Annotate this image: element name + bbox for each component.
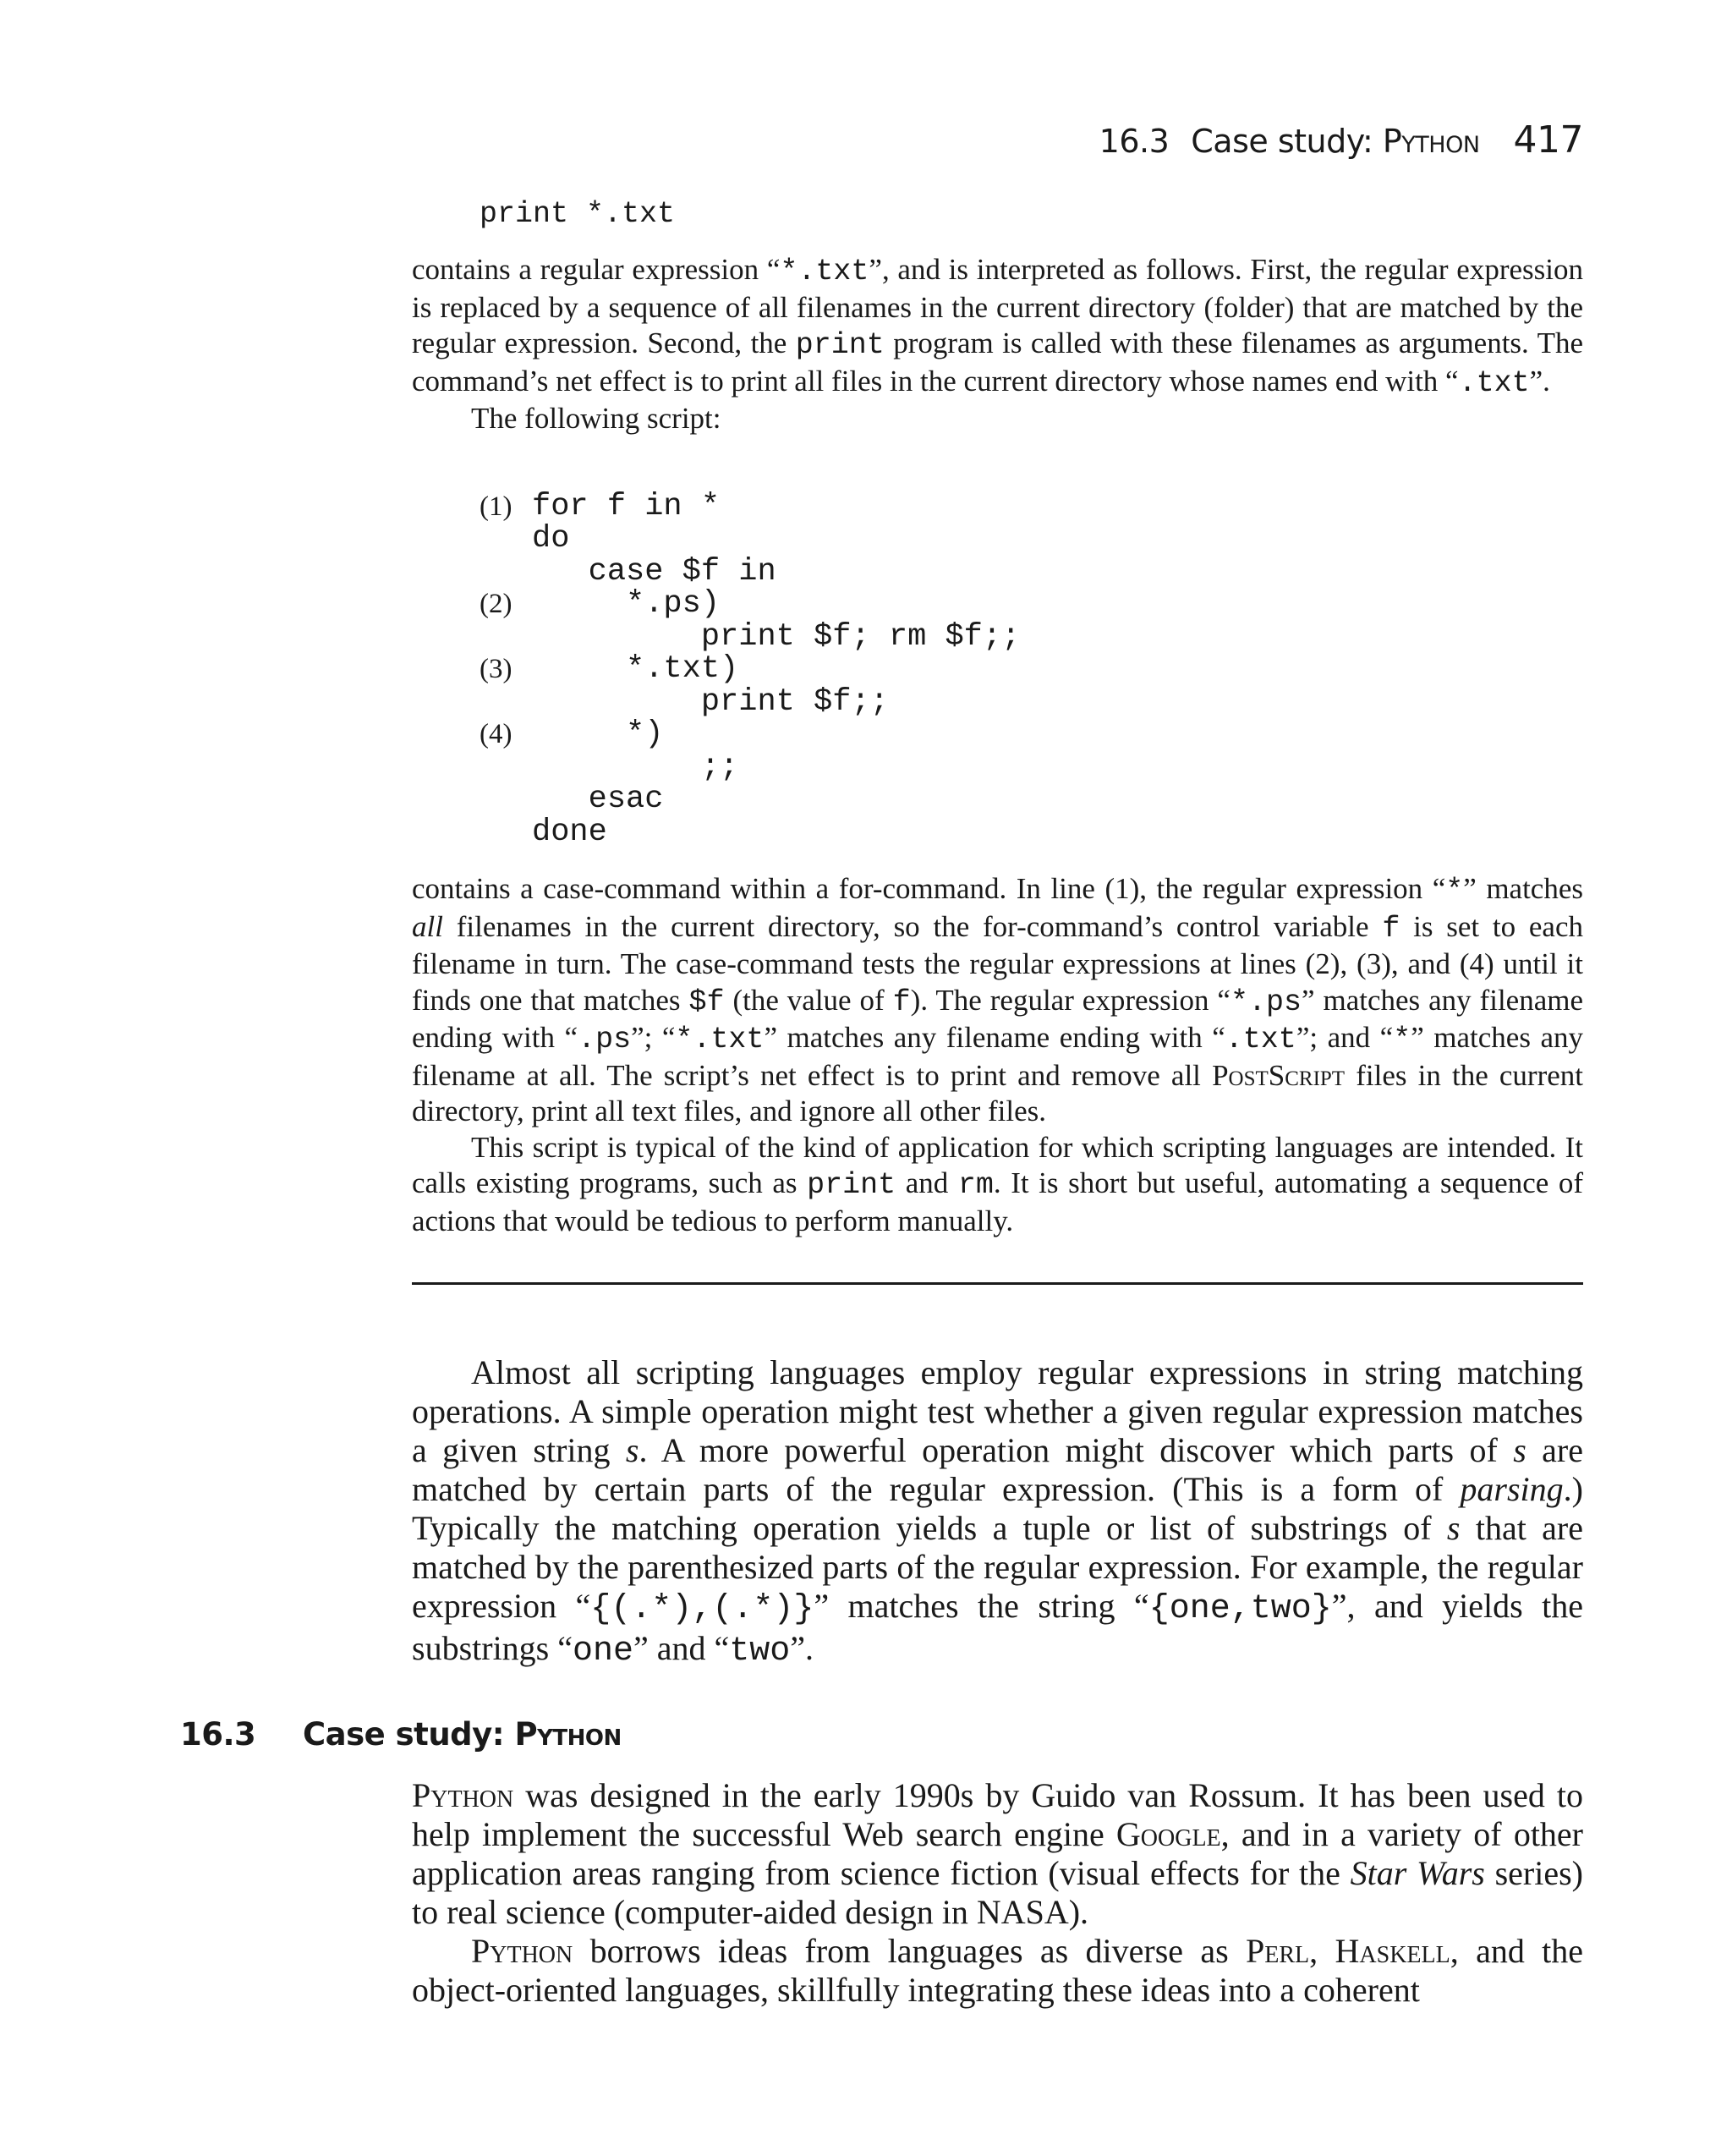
box-paragraph-3 [412,871,1583,1239]
body-paragraph-2 [412,1776,1583,2010]
code-run: print [795,328,885,362]
small-caps-run: Perl [1246,1932,1310,1970]
text-run: are matched by certain parts of the regular expression. (This is a form of [412,1431,1584,1508]
code-run: {one,two} [1148,1590,1332,1628]
text-run: ” and “ [633,1629,730,1667]
code-run: {(.*),(.*)} [590,1590,814,1628]
text-run: series) to real science (computer-aided design in NASA). [412,1854,1583,1931]
text-run: Almost all scripting languages employ regular expressions in string matching operations. A simple operation might test whether a given regular expression matches a given string [412,1353,1583,1469]
small-caps-run: Haskell [1335,1932,1450,1970]
text-run: and [896,1166,958,1199]
text-run: ” matches any filename at all. The script’s net effect is to print and remove all [412,1021,1584,1092]
text-run: ”. [1529,364,1550,398]
italic-run: all [412,909,443,943]
small-caps-run: Python [412,1776,514,1814]
header-section-number: 16.3 [1099,123,1170,160]
code-run: two [729,1632,791,1670]
script-line: case $f in [532,554,776,590]
code-run: rm [957,1168,994,1202]
script-line: done [532,815,607,850]
code-run: f [892,985,911,1019]
script-line: print $f; rm $f;; [532,619,1021,655]
line-number: (1) [480,491,512,522]
script-line: print $f;; [532,684,889,720]
text-run: ”, and yields the substrings “ [412,1587,1584,1667]
italic-run: s [1446,1509,1461,1547]
code-run: *.txt [780,255,869,288]
small-caps-run: Google [1115,1815,1221,1853]
box-paragraph-2: The following script: [471,402,721,435]
script-line: for f in * [532,489,721,524]
text-run: , and in a variety of other application areas ranging from science fiction (visual effects for the [412,1815,1584,1892]
body-paragraph-3 [412,1932,1583,2010]
code-run: .txt [1225,1023,1296,1056]
text-run: .) Typically the matching operation yields a tuple or list of substrings of [412,1470,1583,1547]
top-code-line: print *.txt [480,197,676,231]
text-run: contains a case-command within a for-command. In line (1), the regular expression “ [412,872,1446,905]
box-paragraph-4 [412,1130,1583,1240]
text-run: ). The regular expression “ [910,983,1230,1017]
code-run: print [807,1168,896,1202]
text-run: ” matches any filename ending with “ [764,1021,1225,1054]
text-run: This script is typical of the kind of application for which scripting languages are intended. It calls existing programs, such as [412,1130,1583,1199]
text-run: ” matches [1463,872,1583,905]
code-run: f [1382,911,1400,946]
code-run: .txt [1458,365,1530,400]
text-run: . A more powerful operation might discover which parts of [639,1431,1514,1469]
header-title [1099,123,1480,160]
text-run: files in the current directory, print all text files, and ignore all other files. [412,1058,1583,1127]
header-title-name: Python [1382,123,1480,160]
line-number: (2) [480,589,512,619]
page-number: 417 [1513,118,1583,162]
script-line: esac [532,782,664,817]
text-run: ” matches the string “ [814,1587,1149,1625]
line-number: (4) [480,719,512,749]
script-line: *.ps) [532,586,721,622]
text-run: (the value of [724,983,893,1017]
text-run: filenames in the current directory, so the for-command’s control variable [442,909,1383,943]
script-line: *) [532,716,664,752]
text-run: ” matches any filename ending with “ [412,983,1583,1054]
section-heading [180,1716,622,1753]
italic-run: Star Wars [1350,1854,1485,1892]
line-number: (3) [480,654,512,684]
text-run: program is called with these filenames as arguments. The command’s net effect is to print all files in the current directory whose names end with “ [412,326,1583,398]
small-caps-run: Python [471,1932,573,1970]
section-title-name: Python [514,1716,622,1753]
text-run: ”, and is interpreted as follows. First, the regular expression is replaced by a sequence of all filenames in the current directory (folder) that are matched by the regular expression. Second, the [412,253,1583,359]
text-run: . It is short but useful, automating a sequence of actions that would be tedious to perform manually. [412,1166,1583,1237]
text-run: , and the object-oriented languages, skillfully integrating these ideas into a coherent [412,1932,1584,2009]
text-run: ”; “ [631,1021,676,1054]
code-run: .ps [578,1023,632,1056]
code-run: *.ps [1230,985,1302,1019]
code-run: *.txt [675,1023,765,1056]
text-run: borrows ideas from languages as diverse as [573,1932,1247,1970]
text-run: , [1309,1932,1335,1970]
code-run: * [1445,874,1464,908]
script-line: ;; [532,749,739,785]
header-title-prefix: Case study: [1191,123,1383,160]
italic-run: s [1513,1431,1526,1469]
text-run: is set to each filename in turn. The case-command tests the regular expressions at lines (2), (3), and (4) until it finds one that matches [412,909,1583,1017]
script-line: *.txt) [532,651,739,687]
code-run: one [573,1632,634,1670]
code-run: * [1393,1023,1411,1056]
text-run: contains a regular expression “ [412,253,781,286]
text-run: ”. [790,1629,814,1667]
text-run: ”; and “ [1296,1021,1394,1054]
section-title-prefix: Case study: [303,1716,515,1753]
text-run: that are matched by the parenthesized parts of the regular expression. For example, the regular expression “ [412,1509,1584,1625]
box-paragraph-1 [412,252,1583,437]
italic-run: s [625,1431,639,1469]
running-header [1099,118,1583,162]
code-run: $f [688,985,725,1019]
script-line: do [532,521,570,557]
section-number: 16.3 [180,1716,256,1753]
box-end-rule [412,1282,1583,1285]
italic-run: parsing [1460,1470,1564,1508]
body-paragraph-1 [412,1353,1583,1671]
small-caps-run: PostScript [1212,1058,1346,1092]
text-run: was designed in the early 1990s by Guido van Rossum. It has been used to help implement the successful Web search engine [412,1776,1583,1853]
